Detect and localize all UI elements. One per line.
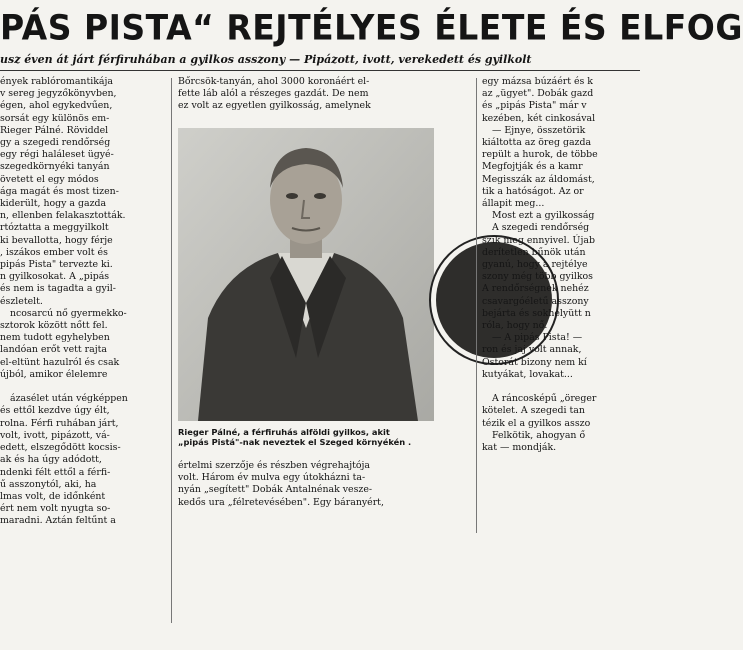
text-line: és „pipás Pista" már v bbox=[482, 100, 587, 112]
text-line: kezében, két cinkosával bbox=[482, 112, 596, 124]
portrait-photo bbox=[178, 128, 434, 421]
text-line: gyanú, hogy a rejtélye bbox=[482, 259, 588, 271]
text-line: rolna. Férfi ruhában járt, bbox=[0, 417, 119, 429]
text-line: bejárta és sokhelyütt n bbox=[482, 307, 591, 319]
caption-line-1: Rieger Pálné, a férfiruhás alföldi gyilkos, akit bbox=[178, 427, 390, 437]
text-line: kedős ura „félretevésében". Egy báranyért, bbox=[178, 496, 384, 508]
text-line: v sereg jegyzőkönyvben, bbox=[0, 88, 117, 100]
text-line: ága magát és most tizen- bbox=[0, 185, 119, 197]
photo-caption bbox=[178, 427, 468, 447]
text-line: volt. Három év mulva egy útokházni ta- bbox=[178, 472, 366, 484]
text-line: ért nem volt nyugta so- bbox=[0, 503, 111, 515]
left-column bbox=[0, 76, 165, 624]
text-line: kat — mondják. bbox=[482, 442, 557, 454]
text-line: A szegedi rendőrség bbox=[492, 222, 590, 234]
text-line: repült a hurok, de többe bbox=[482, 149, 598, 161]
text-line: ron és jaj volt annak, bbox=[482, 344, 582, 356]
text-line: ázasélet után végképpen bbox=[10, 393, 128, 405]
text-line: Felkötik, ahogyan ő bbox=[492, 429, 586, 441]
text-line: n, ellenben felakasztották. bbox=[0, 210, 126, 222]
text-line: csavargóéletű asszony bbox=[482, 295, 589, 307]
text-line: sorsát egy különös em- bbox=[0, 112, 110, 124]
text-line: az „ügyet". Dobák gazd bbox=[482, 88, 594, 100]
text-line: Bőrcsök-tanyán, ahol 3000 koronáért el- bbox=[178, 76, 370, 87]
text-line: kötelet. A szegedi tan bbox=[482, 405, 585, 417]
text-line: kiderült, hogy a gazda bbox=[0, 198, 107, 210]
text-line: állapit meg... bbox=[482, 198, 545, 210]
text-line: n gyilkosokat. A „pipás bbox=[0, 271, 110, 283]
column-divider-left bbox=[171, 78, 172, 623]
text-line bbox=[482, 381, 642, 393]
text-line: fette láb alól a részeges gazdát. De nem bbox=[178, 88, 369, 100]
text-line: A ráncosképű „öreger bbox=[492, 393, 597, 405]
text-line: tik a hatóságot. Az or bbox=[482, 185, 584, 197]
text-line: szony még több gyilkos bbox=[482, 271, 593, 283]
subhead: usz éven át járt férfiruhában a gyilkos asszony — Pipázott, ivott, verekedett és gyilkolt bbox=[0, 53, 532, 66]
text-line: értelmi szerzője és részben végrehajtója bbox=[178, 460, 371, 471]
right-column bbox=[482, 76, 642, 536]
text-line: pipás Pista" tervezte ki. bbox=[0, 259, 113, 271]
middle-column-top bbox=[178, 76, 468, 126]
text-line: rtóztatta a meggyilkolt bbox=[0, 222, 109, 234]
text-line: lmas volt, de időnként bbox=[0, 490, 106, 502]
text-line: ndenki félt ettől a férfi- bbox=[0, 466, 111, 478]
text-line: sztorok között nőtt fel. bbox=[0, 320, 108, 332]
text-line: és ettől kezdve úgy élt, bbox=[0, 405, 110, 417]
text-line: landóan erőt vett rajta bbox=[0, 344, 107, 356]
text-line: újból, amikor élelemre bbox=[0, 368, 108, 380]
text-line: Megfojtják és a kamr bbox=[482, 161, 583, 173]
headline: PÁS PISTA“ REJTÉLYES ÉLETE ÉS ELFOG bbox=[0, 7, 743, 48]
text-line bbox=[0, 381, 165, 393]
text-line: ények rablóromantikája bbox=[0, 76, 113, 87]
text-line: ű asszonytól, aki, ha bbox=[0, 478, 97, 490]
text-line: nyán „segített" Dobák Antalnénak vesze- bbox=[178, 484, 373, 496]
column-divider-right bbox=[476, 78, 477, 533]
text-line: egy régi haláleset ügyé- bbox=[0, 149, 114, 161]
text-line: kiáltotta az öreg gazda bbox=[482, 137, 592, 149]
text-line: égen, ahol egykedvűen, bbox=[0, 100, 113, 112]
text-line: gy a szegedi rendőrség bbox=[0, 137, 111, 149]
text-line: kutyákat, lovakat... bbox=[482, 368, 573, 380]
text-line: derítetlen bűnök után bbox=[482, 246, 586, 258]
text-line: Most ezt a gyilkosság bbox=[492, 210, 595, 222]
text-line: — A pipás Pista! — bbox=[492, 332, 583, 344]
text-line: ki bevallotta, hogy férje bbox=[0, 234, 113, 246]
text-line: Rieger Pálné. Röviddel bbox=[0, 124, 109, 136]
text-line: Megisszák az áldomást, bbox=[482, 173, 595, 185]
text-line: ez volt az egyetlen gyilkosság, amelynek bbox=[178, 100, 371, 112]
text-line: tézik el a gyilkos asszo bbox=[482, 417, 591, 429]
text-line: — Ejnye, összetörik bbox=[492, 124, 586, 136]
text-line: övetett el egy módos bbox=[0, 173, 99, 185]
text-line: egy mázsa búzáért és k bbox=[482, 76, 593, 87]
caption-line-2: „pipás Pistá"-nak neveztek el Szeged környékén . bbox=[178, 437, 412, 447]
text-line: nem tudott egyhelyben bbox=[0, 332, 110, 344]
header-rule bbox=[0, 70, 640, 71]
text-line: , iszákos ember volt és bbox=[0, 246, 108, 258]
text-line: maradni. Aztán feltűnt a bbox=[0, 515, 116, 527]
text-line: volt, ivott, pipázott, vá- bbox=[0, 429, 110, 441]
text-line: szik meg ennyivel. Újab bbox=[482, 234, 595, 246]
text-line: róla, hogy nő. bbox=[482, 320, 548, 332]
middle-column-bottom bbox=[178, 460, 468, 540]
text-line: edett, elszegődött kocsis- bbox=[0, 442, 121, 454]
text-line: Ostorát bizony nem kí bbox=[482, 356, 587, 368]
text-line: szegedkörnyéki tanyán bbox=[0, 161, 110, 173]
text-line: észletelt. bbox=[0, 295, 43, 307]
text-line: ak és ha úgy adódott, bbox=[0, 454, 102, 466]
text-line: ncosarcú nő gyermekko- bbox=[10, 307, 127, 319]
text-line: A rendőrségnek nehéz bbox=[482, 283, 589, 295]
text-line: el-eltünt hazulról és csak bbox=[0, 356, 120, 368]
text-line: és nem is tagadta a gyil- bbox=[0, 283, 116, 295]
